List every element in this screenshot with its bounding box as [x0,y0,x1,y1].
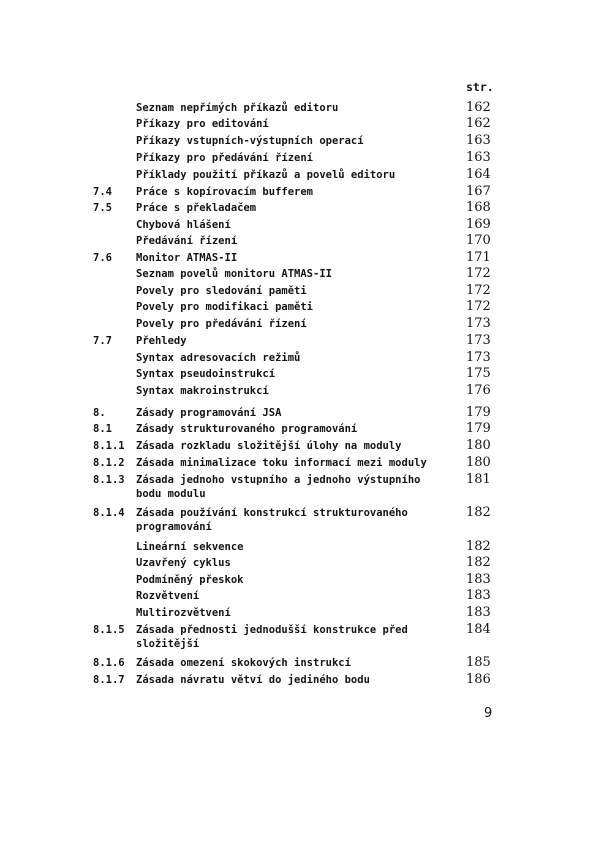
section-number: 8.1.3 [93,474,125,486]
entry-title: Příklady použití příkazů a povelů editoru [136,169,396,181]
section-number: 8.1.2 [93,457,125,469]
entry-title: Lineární sekvence [136,541,244,553]
entry-page-number: 183 [466,572,491,587]
entry-page-number: 183 [466,605,491,620]
entry-title: Uzavřený cyklus [136,557,231,569]
entry-title: Seznam nepřímých příkazů editoru [136,102,339,114]
page-number: 9 [484,706,493,721]
entry-page-number: 173 [466,316,491,331]
entry-title: Chybová hlášení [136,219,231,231]
section-number: 8.1.5 [93,624,125,636]
entry-title: Multirozvětvení [136,607,231,619]
entry-title: Zásady strukturovaného programování [136,423,358,435]
section-number: 8.1.1 [93,440,125,452]
entry-page-number: 168 [466,200,491,215]
page-column-header: str. [466,80,494,94]
entry-page-number: 181 [466,472,491,487]
entry-title: Povely pro sledování paměti [136,285,307,297]
entry-page-number: 176 [466,383,491,398]
entry-page-number: 162 [466,116,491,131]
entry-page-number: 179 [466,405,491,420]
section-number: 8.1 [93,423,112,435]
entry-page-number: 172 [466,266,491,281]
entry-page-number: 164 [466,167,491,182]
entry-title: Povely pro modifikaci paměti [136,301,314,313]
entry-title: Syntax adresovacích režimů [136,352,301,364]
section-number: 7.7 [93,335,112,347]
entry-title: Zásada návratu větví do jediného bodu [136,674,370,686]
entry-page-number: 179 [466,421,491,436]
section-number: 7.5 [93,202,112,214]
entry-page-number: 173 [466,333,491,348]
entry-title: Rozvětvení [136,590,200,602]
entry-page-number: 185 [466,655,491,670]
entry-page-number: 182 [466,539,491,554]
entry-page-number: 170 [466,233,491,248]
entry-title: Zásada jednoho vstupního a jednoho výstupního bodu modulu [136,474,421,500]
section-number: 8.1.7 [93,674,125,686]
entry-page-number: 163 [466,150,491,165]
entry-title: Zásada minimalizace toku informací mezi moduly [136,457,427,469]
entry-page-number: 167 [466,184,491,199]
entry-title: Zásady programování JSA [136,407,282,419]
entry-page-number: 186 [466,672,491,687]
entry-title: Příkazy vstupních-výstupních operací [136,135,364,147]
entry-title: Monitor ATMAS-II [136,252,238,264]
entry-title: Syntax pseudoinstrukcí [136,368,276,380]
entry-page-number: 172 [466,283,491,298]
entry-page-number: 184 [466,622,491,637]
entry-page-number: 171 [466,250,491,265]
entry-page-number: 163 [466,133,491,148]
entry-title: Zásada omezení skokových instrukcí [136,657,351,669]
entry-page-number: 183 [466,588,491,603]
entry-page-number: 180 [466,455,491,470]
entry-page-number: 182 [466,555,491,570]
entry-title: Povely pro předávání řízení [136,318,307,330]
entry-title: Zásada rozkladu složitější úlohy na moduly [136,440,402,452]
entry-title: Syntax makroinstrukcí [136,385,269,397]
entry-title: Příkazy pro editování [136,118,269,130]
section-number: 8. [93,407,106,419]
entry-page-number: 175 [466,366,491,381]
entry-title: Předávání řízení [136,235,238,247]
entry-page-number: 180 [466,438,491,453]
entry-title: Zásada používání konstrukcí strukturovaného programování [136,507,408,533]
section-number: 8.1.6 [93,657,125,669]
entry-page-number: 169 [466,217,491,232]
entry-title: Zásada přednosti jednodušší konstrukce před složitější [136,624,408,650]
entry-page-number: 173 [466,350,491,365]
entry-title: Seznam povelů monitoru ATMAS-II [136,268,332,280]
entry-title: Práce s kopírovacím bufferem [136,186,314,198]
entry-page-number: 182 [466,505,491,520]
entry-title: Příkazy pro předávání řízení [136,152,314,164]
section-number: 7.6 [93,252,112,264]
section-number: 8.1.4 [93,507,125,519]
entry-title: Práce s překladačem [136,202,257,214]
section-number: 7.4 [93,186,112,198]
entry-page-number: 172 [466,299,491,314]
entry-title: Podmíněný přeskok [136,574,244,586]
entry-page-number: 162 [466,100,491,115]
entry-title: Přehledy [136,335,187,347]
